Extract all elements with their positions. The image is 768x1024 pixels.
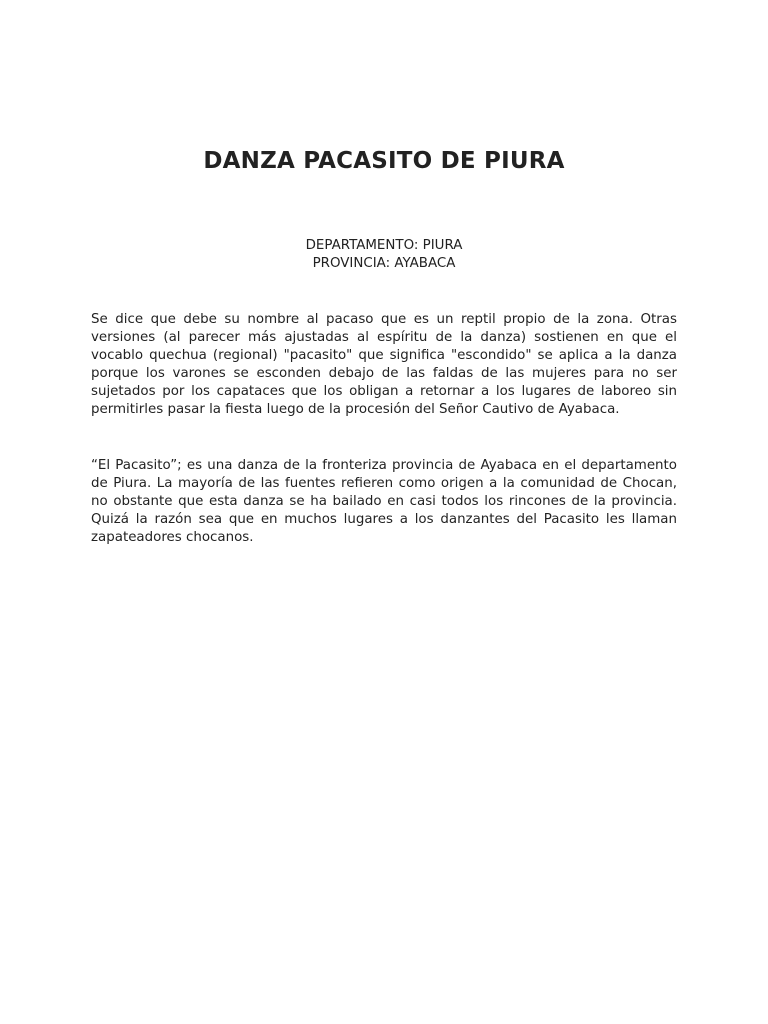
- meta-departamento: DEPARTAMENTO: PIURA: [305, 238, 463, 253]
- document-title: DANZA PACASITO DE PIURA: [203, 148, 565, 174]
- meta-provincia: PROVINCIA: AYABACA: [312, 256, 456, 271]
- paragraph: Se dice que debe su nombre al pacaso que es un reptil propio de la zona. Otras versiones (al parecer más ajustadas al espíritu de la danza) sostienen en que el vocablo quechua (regional) "pacasito" que significa "escondido" se aplica a la danza porque los varones se esconden debajo de las faldas de las mujeres para no ser sujetados por los capataces que los obligan a retornar a los lugares de laboreo sin permitirles pasar la fiesta luego de la procesión del Señor Cautivo de Ayabaca.: [91, 312, 677, 417]
- document-meta: [0, 237, 768, 273]
- paragraph: “El Pacasito”; es una danza de la fronteriza provincia de Ayabaca en el departamento de Piura. La mayoría de las fuentes refieren como origen a la comunidad de Chocan, no obstante que esta danza se ha bailado en casi todos los rincones de la provincia. Quizá la razón sea que en muchos lugares a los danzantes del Pacasito les llaman zapateadores chocanos.: [91, 458, 677, 545]
